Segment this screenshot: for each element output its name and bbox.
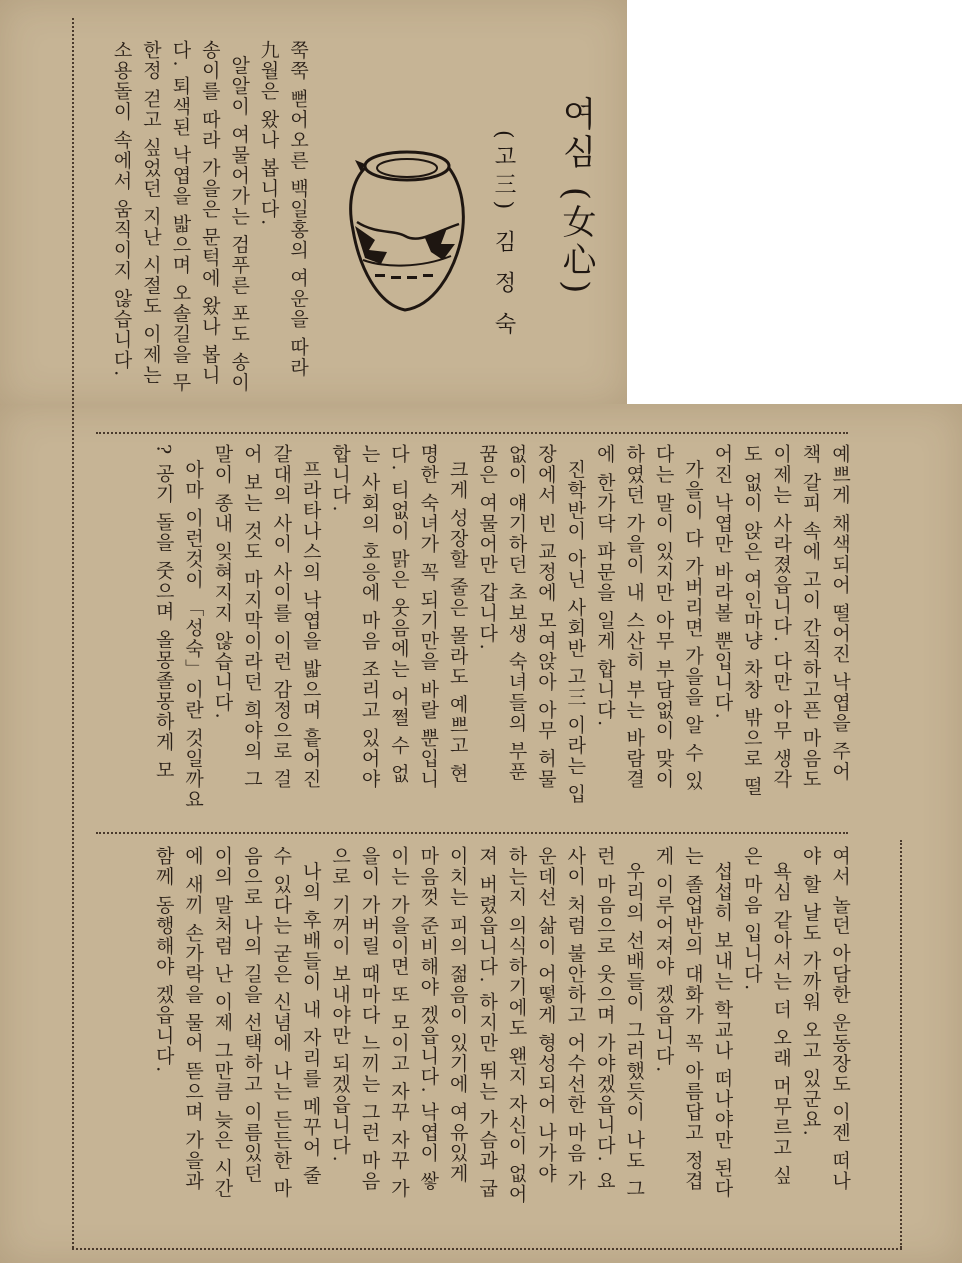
text-line: 이제는 사라졌읍니다. 다만 아무 생각 (770, 444, 793, 790)
divider-upper (96, 432, 848, 434)
text-line: 져 버렸읍니다. 하지만 뛰는 가슴과 굽 (476, 846, 499, 1199)
text-line: 어진 낙엽만 바라볼 뿐입니다. (711, 444, 734, 721)
text-line: 예쁘게 채색되어 떨어진 낙엽을 주어 (829, 444, 851, 782)
text-line: 꿈은 여물어만 갑니다. (476, 444, 499, 652)
text-line: 하는지 의식하기에도 왠지 자신이 없어 (505, 846, 528, 1205)
text-line: 음으로 나의 길을 선택하고 이름있던 (240, 846, 263, 1184)
border-left (72, 18, 74, 1248)
text-line: 수 있다는 굳은 신념에 나는 든든한 마 (270, 846, 293, 1199)
text-line: 에 한가닥 파문을 일게 합니다. (593, 444, 616, 728)
text-line: 송이를 따라 가을은 문턱에 왔나 봅니 (198, 40, 221, 386)
text-line: 야 할 날도 가까워 오고 있군요. (799, 846, 822, 1138)
text-line: 프라타나스의 낙엽을 밟으며 흩어진 (299, 444, 322, 790)
border-bottom (72, 1248, 902, 1250)
text-line: 을이 가버릴 때마다 느끼는 그런 마음 (358, 846, 381, 1192)
text-line: 게 이루어져야 겠읍니다. (652, 846, 675, 1074)
text-line: 말이 종내 잊혀지지 않습니다. (211, 444, 234, 721)
text-column-3 (96, 846, 854, 1236)
text-line: 이는 가을이면 또 모이고 자꾸 자꾸 가 (387, 846, 410, 1199)
text-line: 나의 후배들이 내 자리를 메꾸어 줄 (299, 846, 322, 1186)
text-line: 명한 숙녀가 꼭 되기만을 바랄 뿐입니 (417, 444, 440, 790)
text-line: 九월은 왔나 봅니다. (257, 40, 280, 227)
text-line: 하였던 가을이 내 스산히 부는 바람결 (623, 444, 646, 790)
text-line: 장에서 빈 교정에 모여앉아 아무 허물 (534, 444, 557, 790)
text-line: 다. 퇴색된 낙엽을 밟으며 오솔길을 무 (169, 40, 192, 393)
text-line: 아마 이런것이 「성숙」이란 것일까요 (182, 444, 205, 810)
text-line: 합니다. (329, 444, 352, 514)
text-line: 소용돌이 속에서 움직이지 않습니다. (110, 40, 133, 378)
text-line: 운데선 삶이 어떻게 형성되어 나가야 (534, 846, 557, 1184)
text-line: ? 공기 돌을 줏으며 올몽졸몽하게 모 (152, 444, 175, 781)
text-column-2 (96, 444, 854, 824)
divider-lower (96, 832, 848, 834)
text-line: 여서 놀던 아담한 운동장도 이젠 떠나 (829, 846, 851, 1192)
text-line: 욕심 같아서는 더 오래 머무르고 싶 (770, 846, 793, 1186)
border-right (900, 840, 902, 1248)
byline-name: 김 정 숙 (491, 230, 516, 340)
text-line: 크게 성장할 줄은 몰라도 예쁘고 현 (446, 444, 469, 784)
article-title: 여심 (女心) (556, 96, 596, 298)
text-line: 에 새끼 손가락을 물어 뜯으며 가을과 (182, 846, 205, 1192)
text-line: 갈대의 사이 사이를 이런 감정으로 걸 (270, 444, 293, 790)
text-line: 진학반이 아닌 사회반 고三 이라는 입 (564, 444, 587, 805)
text-line: 다는 말이 있지만 아무 부담없이 맞이 (652, 444, 675, 790)
text-line: 마음껏 준비해야 겠읍니다. 낙엽이 쌓 (417, 846, 440, 1192)
text-line: 다. 티없이 맑은 웃음에는 어쩔 수 없 (387, 444, 410, 784)
text-line: 없이 얘기하던 초보생 숙녀들의 부푼 (505, 444, 528, 782)
text-line: 는 사회의 호응에 마음 조리고 있어야 (358, 444, 381, 790)
byline-grade: (고三) (491, 130, 516, 216)
text-line: 으로 기꺼이 보내야만 되겠읍니다. (329, 846, 352, 1164)
text-line: 어 보는 것도 마지막이라던 희야의 그 (240, 444, 263, 790)
text-line: 한정 걷고 싶었던 지난 시절도 이제는 (139, 40, 162, 386)
text-line: 가을이 다 가버리면 가을을 알 수 있 (681, 444, 704, 792)
text-line: 쭉쭉 뻗어오른 백일홍의 여운을 따라 (287, 40, 309, 378)
pottery-jar-icon (335, 140, 475, 340)
text-line: 은 마음 입니다. (740, 846, 763, 992)
text-line: 는 졸업반의 대화가 꼭 아름답고 정겹 (681, 846, 704, 1192)
text-column-1 (92, 40, 312, 410)
text-line: 도 없이 앉은 여인마냥 차창 밖으로 떨 (740, 444, 763, 797)
text-line: 함께 동행해야 겠읍니다. (152, 846, 175, 1074)
text-line: 알알이 여물어가는 검푸른 포도 송이 (228, 40, 251, 393)
text-line: 이치는 피의 젊음이 있기에 여유있게 (446, 846, 469, 1184)
text-line: 이의 말처럼 난 이제 그만큼 늦은 시간 (211, 846, 234, 1199)
text-line: 섭섭히 보내는 학교나 떠나야만 된다 (711, 846, 734, 1199)
text-line: 사이 처럼 불안하고 어수선한 마음 가 (564, 846, 587, 1192)
text-line: 우리의 선배들이 그러했듯이 나도 그 (623, 846, 646, 1199)
text-line: 책 갈피 속에 고이 간직하고픈 마음도 (799, 444, 822, 790)
text-line: 런 마음으로 웃으며 가야겠읍니다. 요 (593, 846, 616, 1192)
